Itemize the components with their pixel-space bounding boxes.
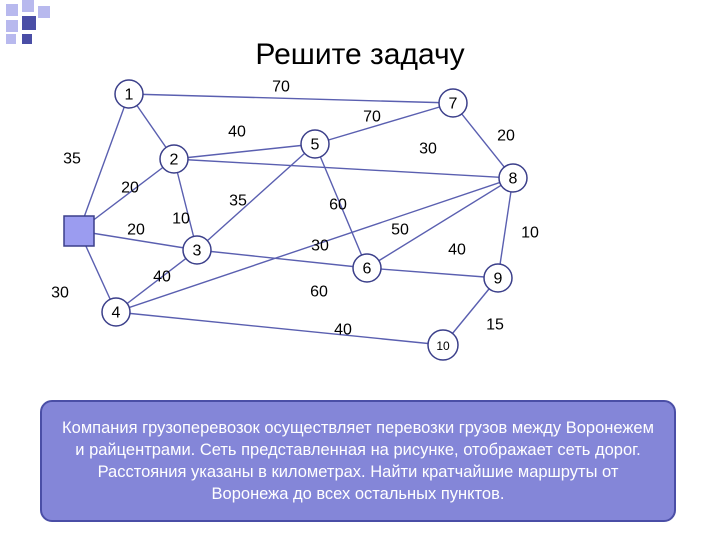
node-8	[499, 164, 527, 192]
node-label: 8	[508, 170, 518, 188]
node-label: 4	[111, 304, 121, 322]
edge-3-5	[197, 144, 315, 250]
edge-2-8	[174, 159, 513, 178]
task-description-text: Компания грузоперевозок осуществляет перевозки грузов между Воронежем и райцентрами. Сеть представленная на рисунке, отображает сеть дорог. Расстояния указаны в километрах. Найти кратчайшие маршруты от Воронежа до всех остальных пунктов.	[62, 419, 654, 503]
node-5	[301, 130, 329, 158]
edge-weight-label: 20	[121, 179, 139, 197]
edge-weight-label: 70	[363, 108, 381, 126]
node-6	[353, 254, 381, 282]
edge-8-9	[498, 178, 513, 278]
node-label: 2	[169, 151, 179, 169]
extra-weight-label: 30	[419, 140, 437, 158]
edge-weight-label: 40	[448, 241, 466, 259]
node-label: 5	[310, 136, 320, 154]
node-7	[439, 89, 467, 117]
edge-weight-label: 40	[153, 268, 171, 286]
task-description-box	[40, 400, 676, 522]
edge-weight-label: 60	[329, 196, 347, 214]
edge-3-6	[197, 250, 367, 268]
page-title: Решите задачу	[255, 38, 465, 71]
edge-6-9	[367, 268, 498, 278]
node-start-voronezh	[64, 216, 94, 246]
edge-weight-label: 50	[391, 221, 409, 239]
node-2	[160, 145, 188, 173]
edge-weight-label: 70	[272, 78, 290, 96]
nodes-layer	[64, 80, 527, 360]
edge-weight-label: 10	[521, 224, 539, 242]
edge-S-1	[79, 94, 129, 231]
edge-weight-label: 20	[127, 221, 145, 239]
edge-weight-label: 30	[51, 284, 69, 302]
node-4	[102, 298, 130, 326]
edges-layer	[79, 94, 513, 345]
node-label: 7	[448, 95, 458, 113]
weights-layer	[51, 79, 539, 339]
node-9	[484, 264, 512, 292]
edge-weight-label: 15	[486, 316, 504, 334]
node-label: 3	[192, 242, 202, 260]
node-label: 9	[493, 270, 503, 288]
node-10	[428, 330, 458, 360]
edge-weight-label: 30	[311, 237, 329, 255]
edge-5-7	[315, 103, 453, 144]
node-label: 10	[436, 339, 450, 353]
edge-weight-label: 40	[334, 321, 352, 339]
node-label: 6	[362, 260, 372, 278]
node-label: 1	[124, 86, 134, 104]
edge-weight-label: 35	[229, 192, 247, 210]
node-square-shape	[64, 216, 94, 246]
edge-2-5	[174, 144, 315, 159]
edge-1-7	[129, 94, 453, 103]
node-3	[183, 236, 211, 264]
edge-weight-label: 10	[172, 210, 190, 228]
edge-4-10	[116, 312, 443, 345]
edge-weight-label: 60	[310, 283, 328, 301]
edge-6-8	[367, 178, 513, 268]
node-1	[115, 80, 143, 108]
edge-weight-label: 20	[497, 127, 515, 145]
edge-weight-label: 35	[63, 150, 81, 168]
edge-weight-label: 40	[228, 123, 246, 141]
